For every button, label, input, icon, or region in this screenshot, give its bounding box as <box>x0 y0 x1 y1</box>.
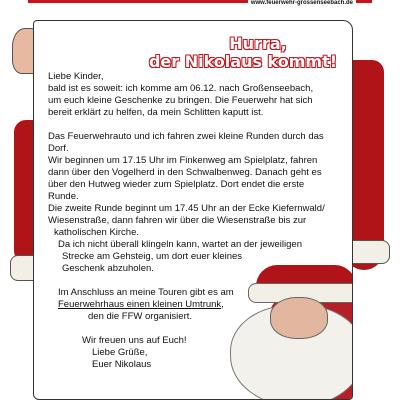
headline-line-2: der Nikolaus kommt! <box>148 52 338 71</box>
letter-body <box>48 71 348 371</box>
paragraph-2-line: Das Feuerwehrauto und ich fahren zwei kleine Runden durch das <box>48 131 324 142</box>
paragraph-2-line: dann über den Vogelherd in den Schwalbenweg. Danach geht es <box>48 167 322 178</box>
paragraph-4-line <box>48 299 348 311</box>
event-punctuation: , <box>221 299 224 310</box>
letter-paper <box>33 20 353 400</box>
closing-signature: Euer Nikolaus <box>92 359 152 370</box>
website-url: www.feuerwehr-grossenseebach.de <box>248 0 356 6</box>
letter-headline <box>34 35 352 71</box>
paragraph-3-line: Geschenk abzuholen. <box>62 263 154 274</box>
paragraph-4-line: den die FFW organisiert. <box>88 311 193 322</box>
paragraph-3-line: Strecke am Gehsteig, um dort euer kleines <box>62 251 243 262</box>
paragraph-2-line: katholischen Kirche. <box>54 227 140 238</box>
paragraph-1-line: bereit erklärt zu helfen, da mein Schlitten kaputt ist. <box>48 107 264 118</box>
letter-greeting: Liebe Kinder, <box>48 71 104 82</box>
event-underlined-text: Feuerwehrhaus einen kleinen Umtrunk <box>58 299 222 310</box>
paragraph-1-line: um euch kleine Geschenke zu bringen. Die Feuerwehr hat sich <box>48 95 313 106</box>
closing-greeting: Liebe Grüße, <box>92 347 148 358</box>
paragraph-2-line: Dorf. <box>48 143 69 154</box>
paragraph-2-line: Die zweite Runde beginnt um 17.45 Uhr an der Ecke Kiefernwald/ <box>48 203 325 214</box>
closing-line: Wir freuen uns auf Euch! <box>82 335 187 346</box>
paragraph-2-line: Wir beginnen um 17.15 Uhr im Finkenweg am Spielplatz, fahren <box>48 155 318 166</box>
headline-line-1: Hurra, <box>229 34 287 53</box>
paragraph-4-line: Im Anschluss an meine Touren gibt es am <box>58 287 234 298</box>
paragraph-1-line: bald ist es soweit: ich komme am 06.12. nach Großenseebach, <box>48 83 314 94</box>
paragraph-2-line: Runde. <box>48 191 79 202</box>
paragraph-2-line: Wiesenstraße, dann fahren wir über die Wiesenstraße bis zur <box>48 215 307 226</box>
paragraph-2-line: über den Hutweg wieder zum Spielplatz. Dort endet die erste <box>48 179 305 190</box>
paragraph-3-line: Da ich nicht überall klingeln kann, wartet an der jeweiligen <box>58 239 302 250</box>
